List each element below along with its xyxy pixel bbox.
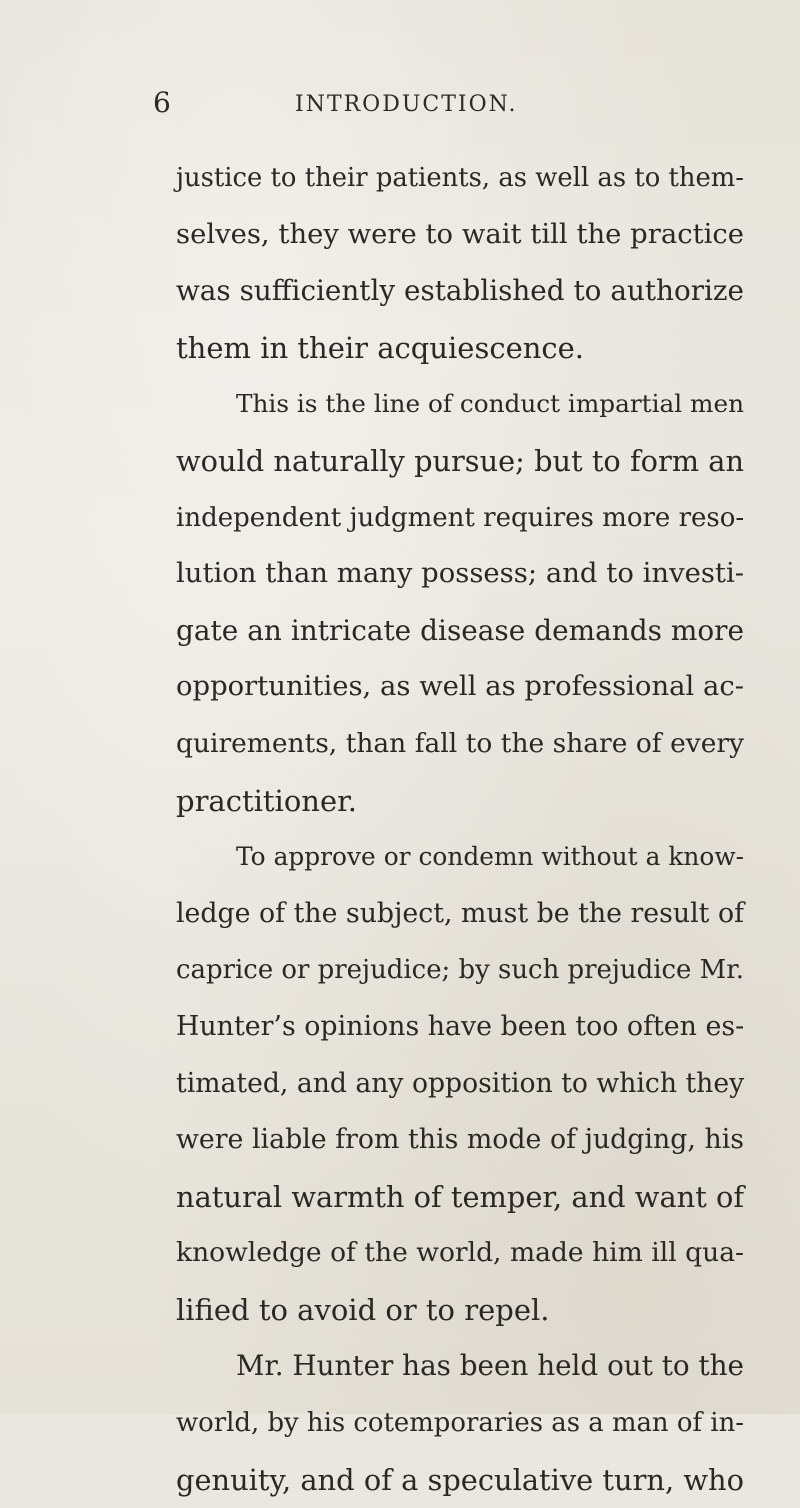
paragraph-1	[176, 150, 744, 376]
page-header	[0, 86, 800, 126]
text-line: lified to avoid or to repel.	[176, 1292, 550, 1327]
text-line: practitioner.	[176, 783, 358, 818]
text-line: knowledge of the world, made him ill qua-	[176, 1237, 744, 1269]
paragraph-2	[176, 376, 744, 829]
text-line: was sufficiently established to authorize	[176, 274, 744, 308]
text-line: timated, and any opposition to which they	[176, 1067, 745, 1099]
text-line: would naturally pursue; but to form an	[176, 443, 744, 478]
text-line: quirements, than fall to the share of every	[176, 727, 744, 759]
text-line: natural warmth of temper, and want of	[176, 1179, 745, 1214]
text-line: ledge of the subject, must be the result of	[176, 897, 744, 929]
text-line: were liable from this mode of judging, his	[176, 1124, 744, 1156]
text-line: gate an intricate disease demands more	[176, 613, 744, 647]
text-line: world, by his cotemporaries as a man of in-	[176, 1408, 744, 1439]
text-line: justice to their patients, as well as to them-	[176, 163, 744, 193]
text-line: selves, they were to wait till the practice	[176, 218, 744, 250]
text-line: Mr. Hunter has been held out to the	[236, 1349, 744, 1383]
paragraph-4	[176, 1338, 744, 1508]
text-line: them in their acquiescence.	[176, 330, 585, 365]
page-number: 6	[153, 86, 171, 119]
text-line: To approve or condemn without a know-	[236, 842, 744, 872]
text-line: opportunities, as well as professional ac-	[176, 671, 744, 703]
body-text	[176, 150, 744, 1508]
text-line: lution than many possess; and to investi-	[176, 558, 744, 590]
text-line: Hunter’s opinions have been too often es-	[176, 1010, 745, 1042]
running-head: INTRODUCTION.	[295, 92, 518, 117]
text-line: genuity, and of a speculative turn, who	[176, 1462, 744, 1497]
text-line: This is the line of conduct impartial men	[236, 389, 744, 419]
text-line: independent judgment requires more reso-	[176, 502, 745, 533]
text-line: caprice or prejudice; by such prejudice Mr.	[176, 955, 744, 986]
paragraph-3	[176, 829, 744, 1338]
